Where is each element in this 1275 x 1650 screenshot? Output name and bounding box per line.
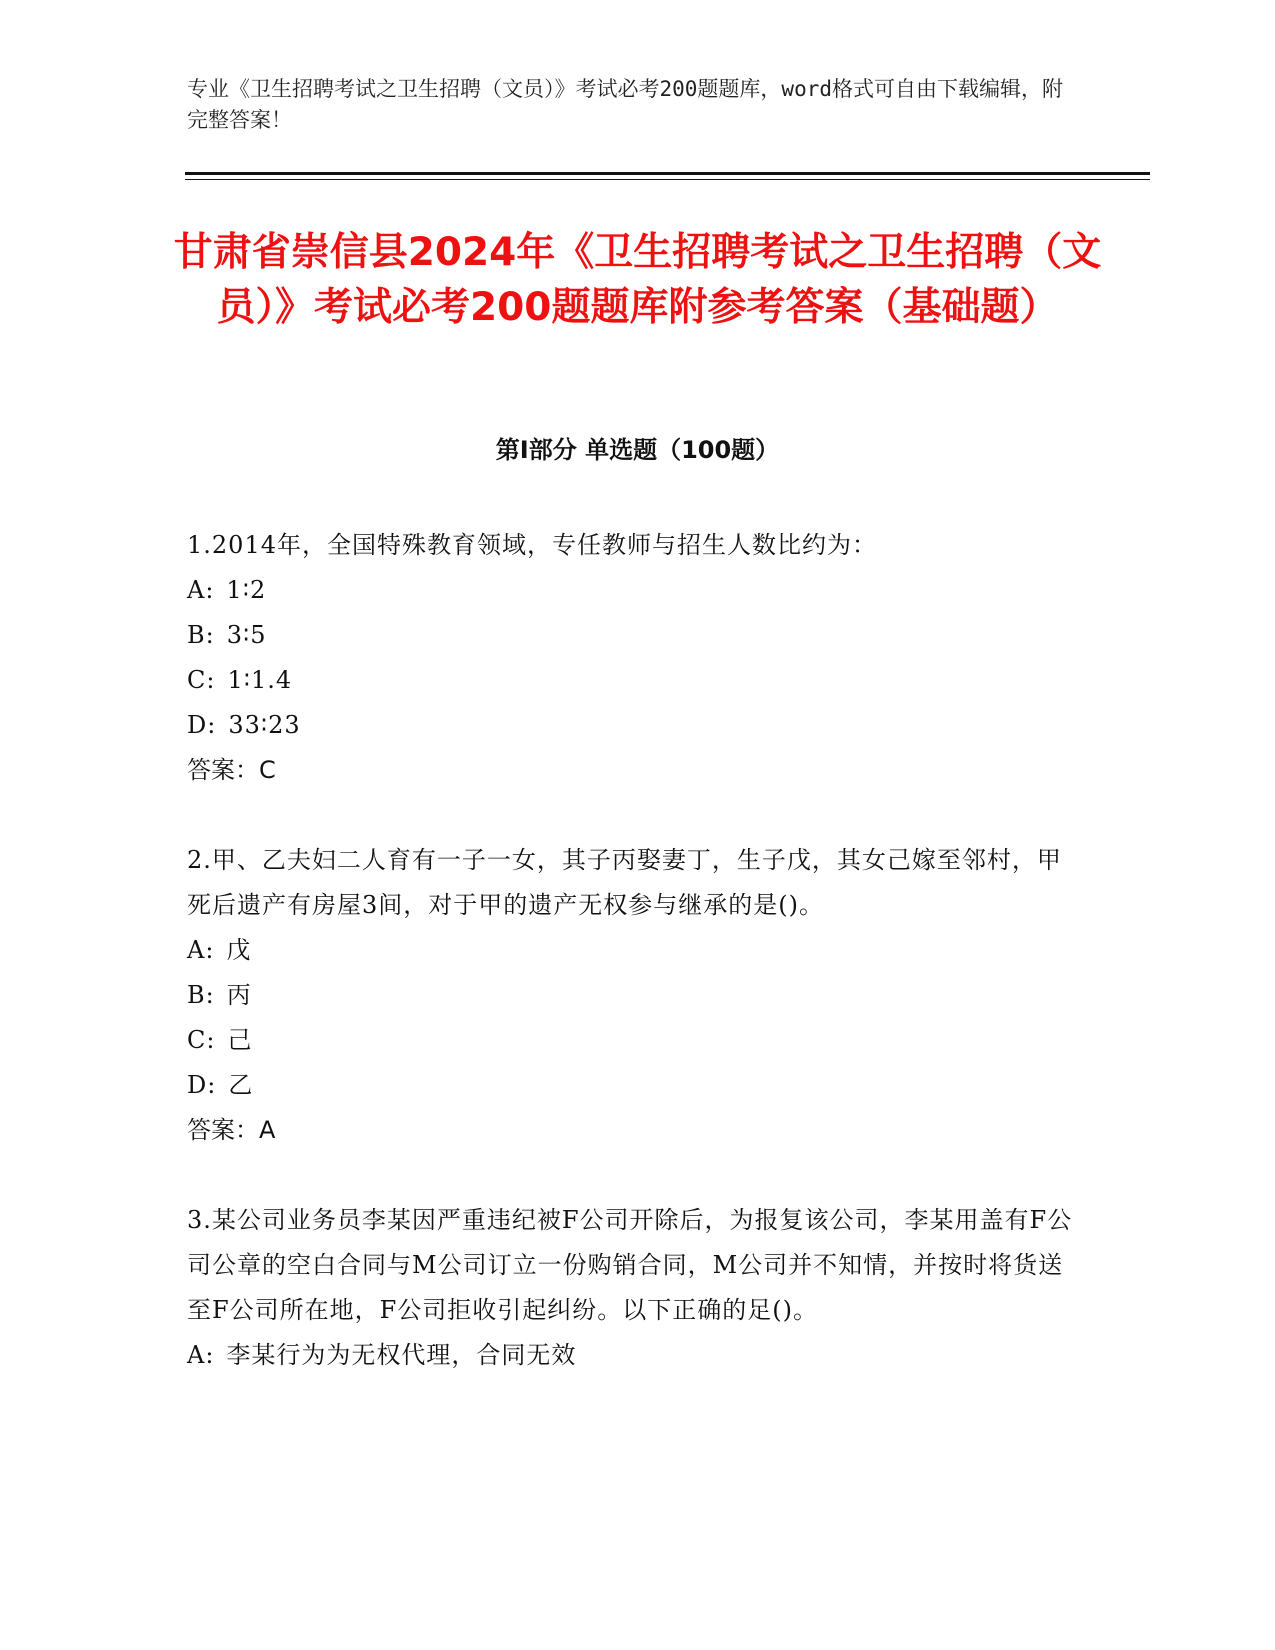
question-1-option-d [187,703,1077,748]
option-label: A: [187,1341,215,1369]
option-label: C: [187,666,216,694]
option-label: B: [187,981,215,1009]
question-2-option-b [187,973,1077,1018]
document-title: 甘肃省崇信县2024年《卫生招聘考试之卫生招聘（文员）》考试必考200题题库附参考答案（基础题） [173,230,1102,330]
question-1-option-b [187,613,1077,658]
option-text: 乙 [228,1071,254,1099]
question-1-text: 1.2014年，全国特殊教育领域，专任教师与招生人数比约为： [187,531,877,559]
question-3 [187,1198,1077,1378]
option-text: 3∶5 [226,621,267,649]
option-text: 33∶23 [228,711,301,739]
option-text: 1∶2 [226,576,267,604]
section-title: 第Ⅰ部分 单选题（100题） [495,436,780,464]
question-3-text: 3.某公司业务员李某因严重违纪被F公司开除后，为报复该公司，李某用盖有F公司公章的空白合同与M公司订立一份购销合同，M公司并不知情，并按时将货送至F公司所在地，F公司拒收引起纠纷。以下正确的足()。 [187,1206,1073,1324]
header-rule-thick [185,172,1150,175]
question-2-option-c [187,1018,1077,1063]
question-2-option-d [187,1063,1077,1108]
question-1-option-a [187,568,1077,613]
option-label: D: [187,1071,217,1099]
option-text: 己 [227,1026,253,1054]
header-note: 专业《卫生招聘考试之卫生招聘（文员）》考试必考200题题库，word格式可自由下载编辑，附完整答案！ [187,77,1063,132]
question-list [187,523,1077,1423]
option-label: B: [187,621,215,649]
question-1-answer: 答案：C [187,756,276,784]
option-text: 李某行为为无权代理，合同无效 [226,1341,577,1369]
question-2-text: 2.甲、乙夫妇二人育有一子一女，其子丙娶妻丁，生子戊，其女己嫁至邻村，甲死后遗产有房屋3间，对于甲的遗产无权参与继承的是()。 [187,846,1062,919]
option-label: A: [187,576,215,604]
question-2-option-a [187,928,1077,973]
header-rule-thin [185,179,1150,180]
option-label: D: [187,711,217,739]
question-2 [187,838,1077,1153]
option-text: 丙 [226,981,252,1009]
option-label: C: [187,1026,216,1054]
option-label: A: [187,936,215,964]
question-3-option-a [187,1333,1077,1378]
question-1 [187,523,1077,793]
question-1-option-c [187,658,1077,703]
question-2-answer: 答案：A [187,1116,276,1144]
option-text: 1∶1.4 [227,666,293,694]
option-text: 戊 [226,936,252,964]
